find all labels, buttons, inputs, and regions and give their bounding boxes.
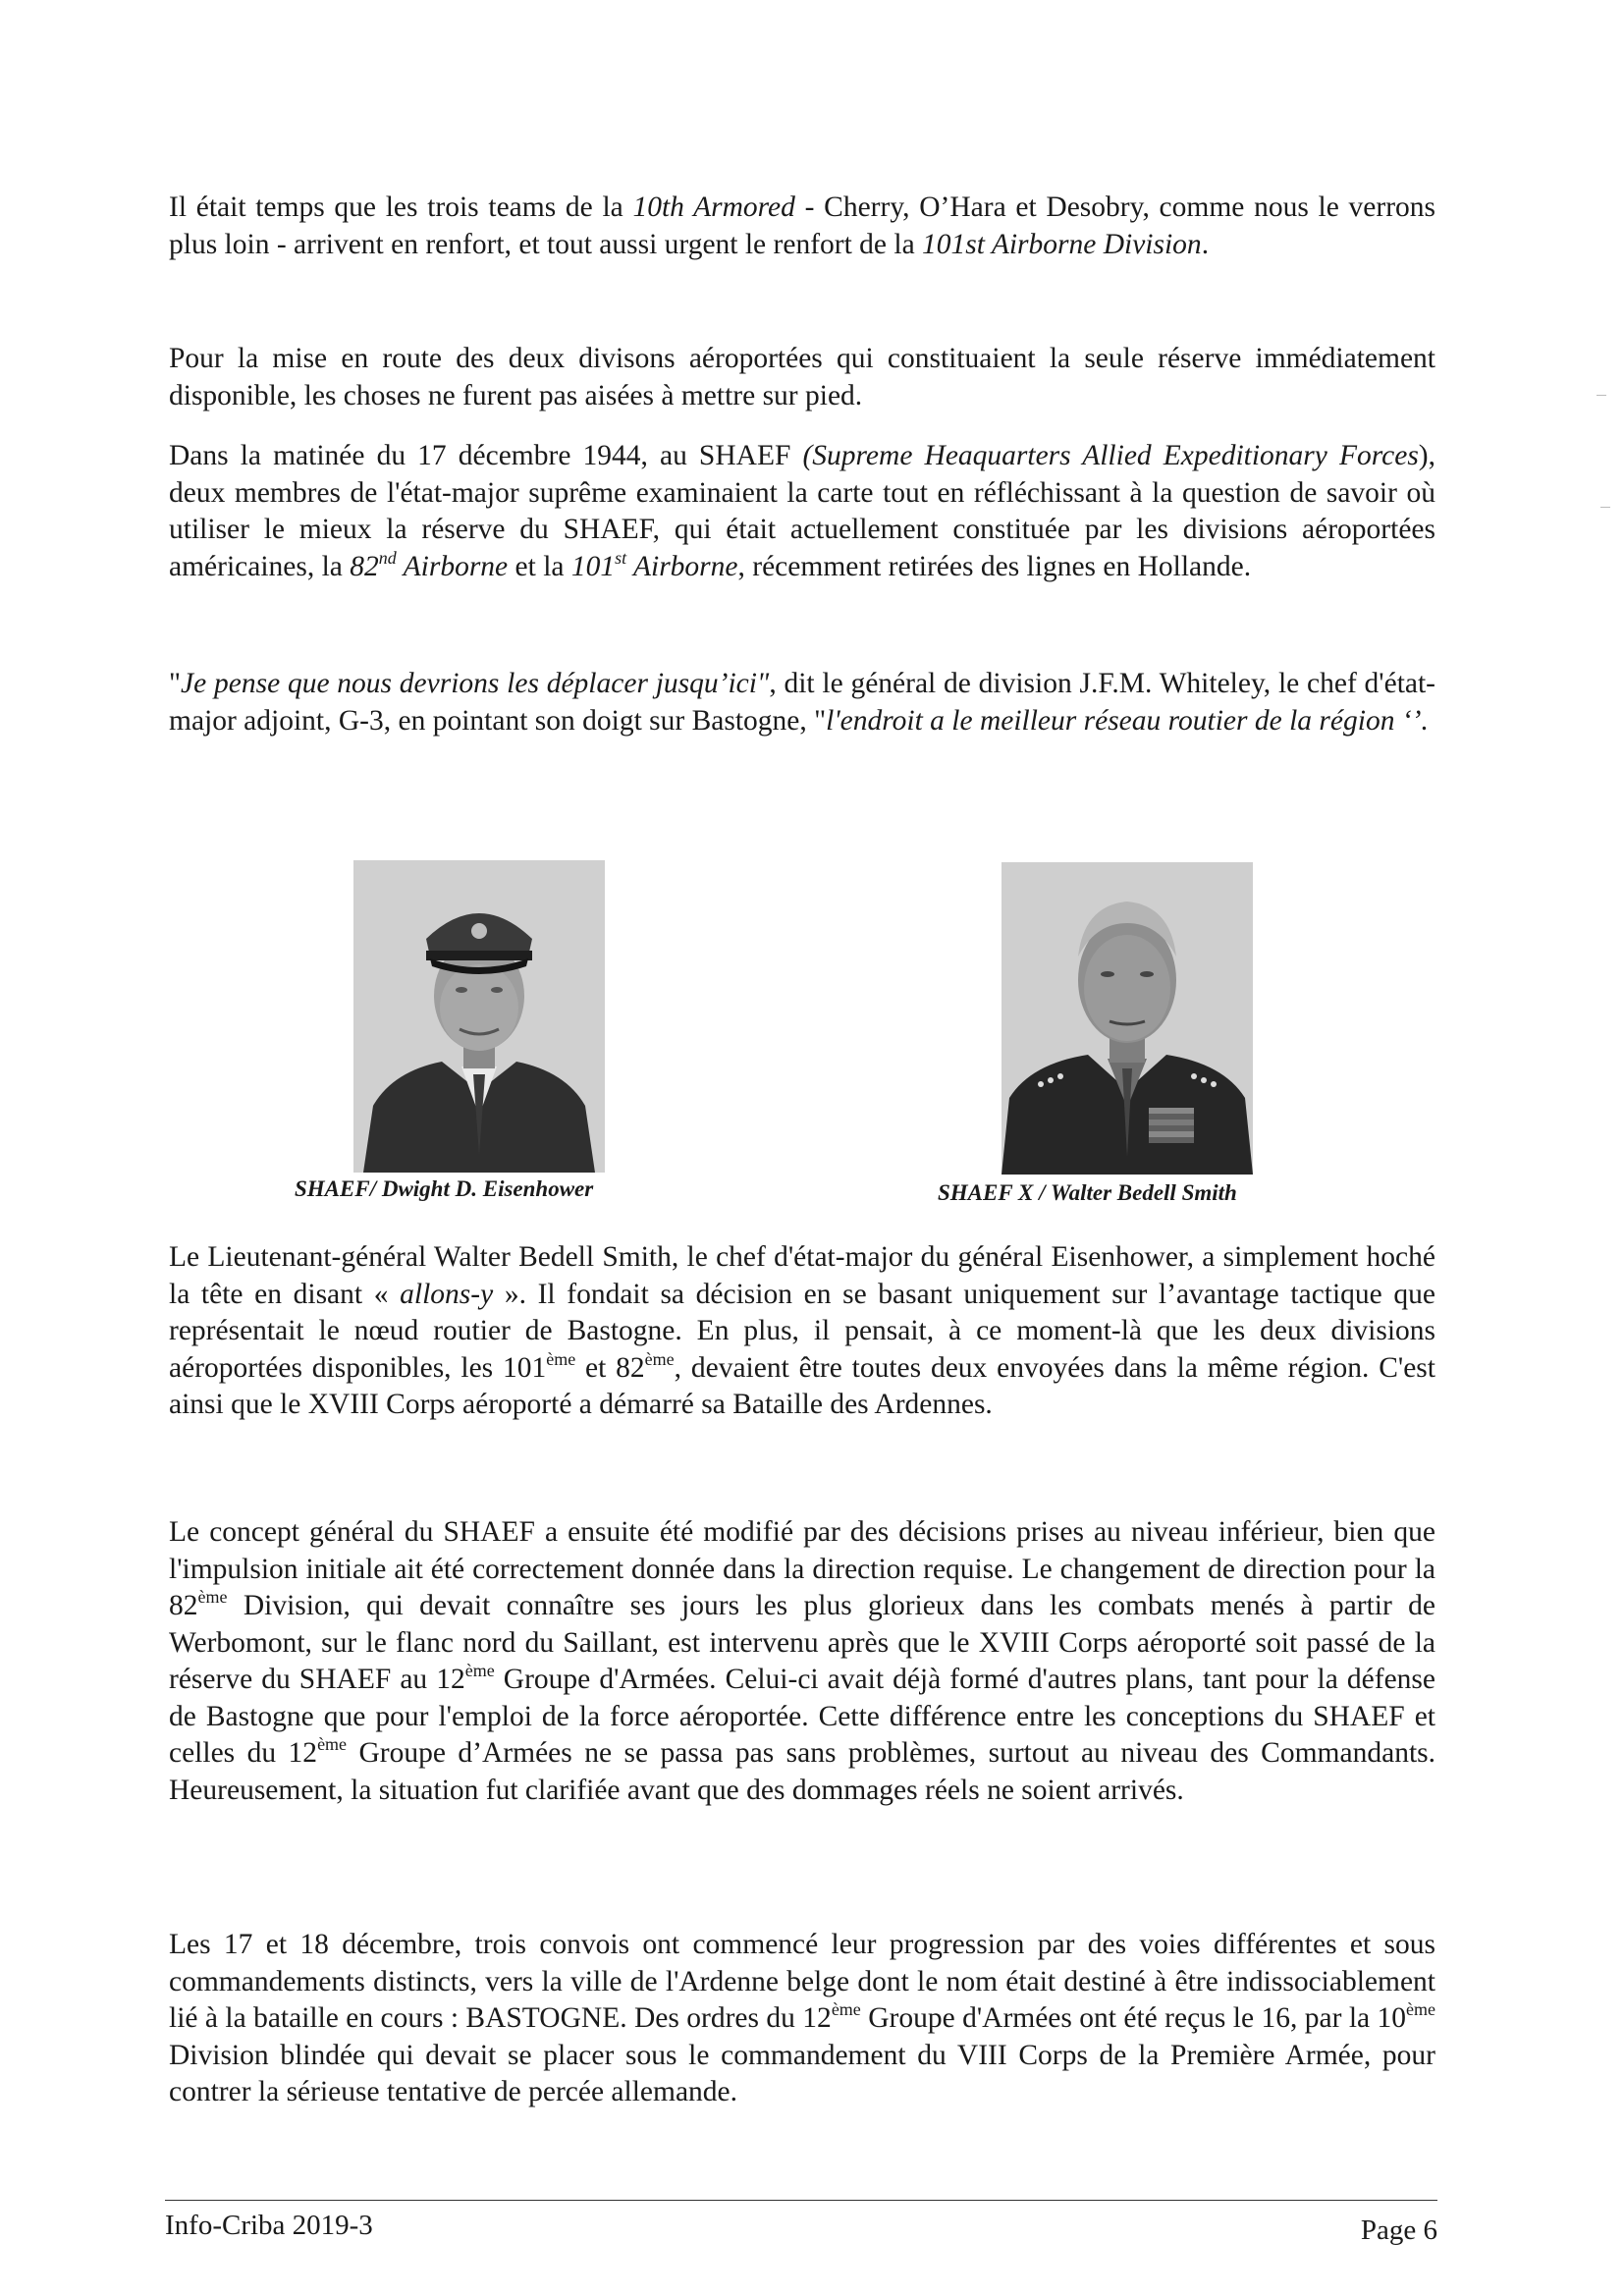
paragraph-reserve: Pour la mise en route des deux divisons aéroportées qui constituaient la seule réserve immédiatement disponible, les choses ne furent pas aisées à mettre sur pied. [169,343,1435,411]
footer-page-number: Page 6 [1360,2214,1437,2246]
footer-publication: Info-Criba 2019-3 [165,2210,373,2241]
paragraph-bedell-smith: Le Lieutenant-général Walter Bedell Smith, le chef d'état-major du général Eisenhower, a simplement hoché la tête en disant « allons-y ». Il fondait sa décision en se basant uniquement sur l’avantage tactique que représentait le nœud routier de Bastogne. En plus, il pensait, à ce moment-là que les deux divisions aéroportées disponibles, les 101ème et 82ème, devaient être toutes deux envoyées dans la même région. C'est ainsi que le XVIII Corps aéroporté a démarré sa Bataille des Ardennes. [169,1241,1436,1420]
footer-divider [165,2200,1437,2201]
eisenhower-photo [353,860,605,1173]
eisenhower-caption: SHAEF/ Dwight D. Eisenhower [295,1176,594,1201]
bedell-smith-photo [1001,862,1253,1175]
paragraph-shaef-concept: Le concept général du SHAEF a ensuite été modifié par des décisions prises au niveau inférieur, bien que l'impulsion initiale ait été correctement donnée dans la direction requise. Le changement de direction pour la 82ème Division, qui devait connaître ses jours les plus glorieux dans les combats menés à partir de Werbomont, sur le flanc nord du Saillant, est intervenu après que le XVIII Corps aéroporté soit passé de la réserve du SHAEF au 12ème Groupe d'Armées. Celui-ci avait déjà formé d'autres plans, tant pour la défense de Bastogne que pour l'emploi de la force aéroportée. Cette différence entre les conceptions du SHAEF et celles du 12ème Groupe d’Armées ne se passa pas sans problèmes, surtout au niveau des Commandants. Heureusement, la situation fut clarifiée avant que des dommages réels ne soient arrivés. [169,1516,1435,1806]
paragraph-intro: Il était temps que les trois teams de la 10th Armored - Cherry, O’Hara et Desobry, comme nous le verrons plus loin - arrivent en renfort, et tout aussi urgent le renfort de la 101st Airborne Division. [169,191,1436,260]
paragraph-shaef-morning: Dans la matinée du 17 décembre 1944, au SHAEF (Supreme Heaquarters Allied Expeditionary Forces), deux membres de l'état-major suprême examinaient la carte tout en réfléchissant à la question de savoir où utiliser le mieux la réserve du SHAEF, qui était actuellement constituée par les divisions aéroportées américaines, la 82nd Airborne et la 101st Airborne, récemment retirées des lignes en Hollande. [169,440,1435,582]
scan-mark [1597,395,1606,396]
paragraph-convoys: Les 17 et 18 décembre, trois convois ont commencé leur progression par des voies différentes et sous commandements distincts, vers la ville de l'Ardenne belge dont le nom était destiné à être indissociablement lié à la bataille en cours : BASTOGNE. Des ordres du 12ème Groupe d'Armées ont été reçus le 16, par la 10ème Division blindée qui devait se placer sous le commandement du VIII Corps de la Première Armée, pour contrer la sérieuse tentative de percée allemande. [169,1929,1436,2107]
paragraph-whiteley-quote: "Je pense que nous devrions les déplacer jusqu’ici", dit le général de division J.F.M. Whiteley, le chef d'état-major adjoint, G-3, en pointant son doigt sur Bastogne, "l'endroit a le meilleur réseau routier de la région ‘’. [169,668,1436,737]
bedell-smith-caption: SHAEF X / Walter Bedell Smith [938,1180,1237,1205]
scan-mark [1600,507,1610,508]
